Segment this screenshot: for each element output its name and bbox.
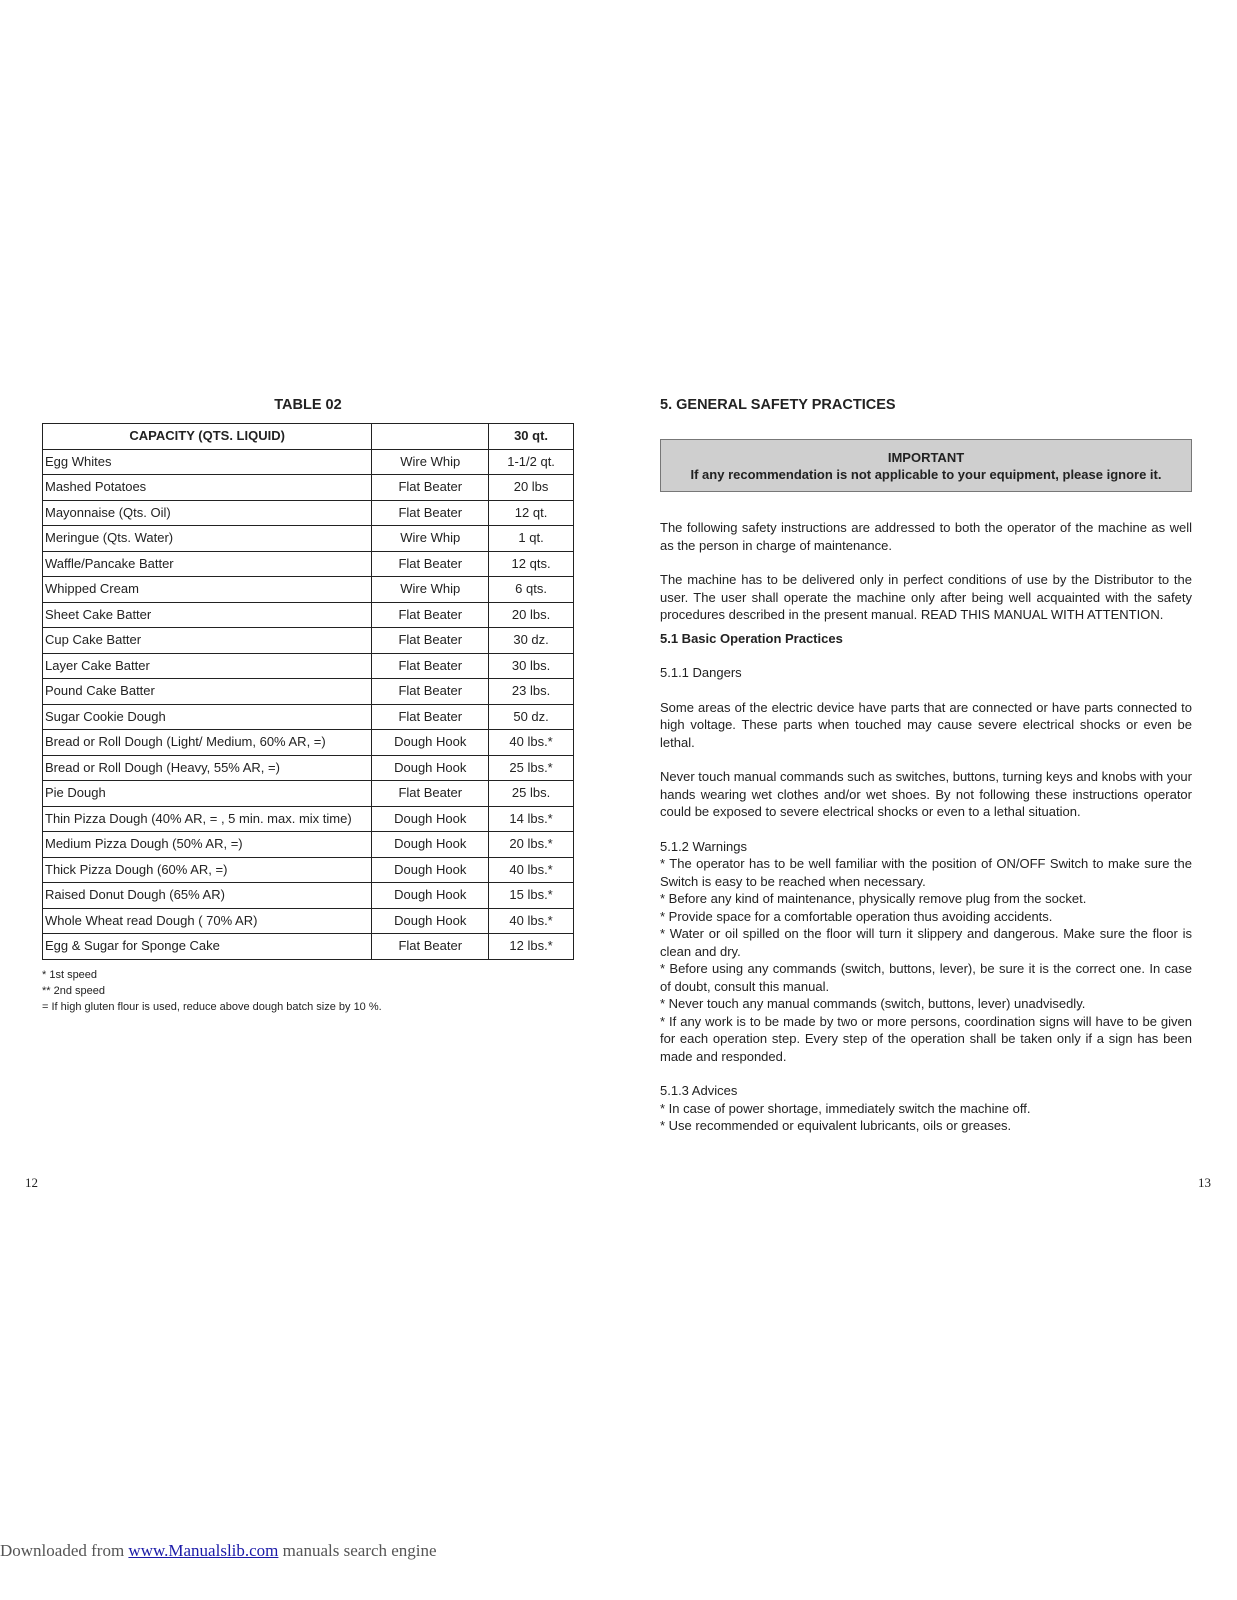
warning-item: * The operator has to be well familiar with the position of ON/OFF Switch to make sure the Switch is easy to be reached when necessary. — [660, 856, 1192, 889]
row-attachment: Flat Beater — [372, 679, 489, 705]
warning-item: * Never touch any manual commands (switch, buttons, lever) unadvisedly. — [660, 996, 1086, 1011]
row-size: 30 lbs. — [489, 653, 574, 679]
row-attachment: Wire Whip — [372, 449, 489, 475]
note-gluten: = If high gluten flour is used, reduce above dough batch size by 10 %. — [42, 1000, 382, 1013]
table-row — [43, 679, 574, 705]
manualslib-link[interactable]: www.Manualslib.com — [128, 1541, 279, 1560]
row-size: 20 lbs. — [489, 602, 574, 628]
table-row — [43, 908, 574, 934]
row-item: Egg & Sugar for Sponge Cake — [43, 934, 372, 960]
row-item: Cup Cake Batter — [43, 628, 372, 654]
row-size: 25 lbs.* — [489, 755, 574, 781]
table-row — [43, 449, 574, 475]
table-notes — [42, 967, 574, 1015]
row-size: 50 dz. — [489, 704, 574, 730]
advice-item: * In case of power shortage, immediately switch the machine off. — [660, 1100, 1031, 1116]
right-page — [660, 395, 1192, 1135]
row-attachment: Flat Beater — [372, 500, 489, 526]
row-item: Medium Pizza Dough (50% AR, =) — [43, 832, 372, 858]
dangers-paragraph-2: Never touch manual commands such as switches, buttons, turning keys and knobs with your hands wearing wet clothes and/or wet shoes. By not following these instructions operator could be exposed to severe electrical shocks or even to a lethal situation. — [660, 769, 1192, 819]
row-size: 20 lbs — [489, 475, 574, 501]
note-2nd-speed: ** 2nd speed — [42, 984, 105, 997]
row-attachment: Wire Whip — [372, 577, 489, 603]
table-row — [43, 653, 574, 679]
warning-item: * Before using any commands (switch, buttons, lever), be sure it is the correct one. In case of doubt, consult this manual. — [660, 961, 1192, 994]
footer-suffix: manuals search engine — [278, 1541, 437, 1560]
row-attachment: Flat Beater — [372, 781, 489, 807]
warnings-heading: 5.1.2 Warnings — [660, 838, 747, 854]
row-size: 40 lbs.* — [489, 857, 574, 883]
table-row — [43, 755, 574, 781]
table-row — [43, 475, 574, 501]
row-size: 30 dz. — [489, 628, 574, 654]
row-item: Layer Cake Batter — [43, 653, 372, 679]
dangers-heading: 5.1.1 Dangers — [660, 665, 742, 680]
basic-operation-heading: 5.1 Basic Operation Practices — [660, 630, 843, 646]
row-size: 12 qts. — [489, 551, 574, 577]
advices-list — [660, 1100, 1192, 1135]
footer-prefix: Downloaded from — [0, 1541, 129, 1560]
header-capacity: CAPACITY (QTS. LIQUID) — [43, 424, 372, 450]
row-item: Thin Pizza Dough (40% AR, = , 5 min. max. mix time) — [43, 806, 372, 832]
table-row — [43, 934, 574, 960]
row-size: 25 lbs. — [489, 781, 574, 807]
table-row — [43, 602, 574, 628]
row-item: Pound Cake Batter — [43, 679, 372, 705]
row-item: Mashed Potatoes — [43, 475, 372, 501]
row-attachment: Flat Beater — [372, 551, 489, 577]
row-item: Raised Donut Dough (65% AR) — [43, 883, 372, 909]
row-attachment: Flat Beater — [372, 628, 489, 654]
table-row — [43, 806, 574, 832]
important-text: If any recommendation is not applicable to your equipment, please ignore it. — [690, 467, 1162, 482]
intro-paragraph-2: The machine has to be delivered only in perfect conditions of use by the Distributor to the user. The user shall operate the machine only after being well acquainted with the safety procedures described in the present manual. READ THIS MANUAL WITH ATTENTION. — [660, 572, 1192, 622]
row-size: 23 lbs. — [489, 679, 574, 705]
table-row — [43, 857, 574, 883]
row-size: 14 lbs.* — [489, 806, 574, 832]
row-attachment: Flat Beater — [372, 475, 489, 501]
capacity-table — [42, 423, 574, 960]
page-number-right: 13 — [1198, 1175, 1211, 1190]
warning-item: * Water or oil spilled on the floor will turn it slippery and dangerous. Make sure the floor is clean and dry. — [660, 926, 1192, 959]
header-attachment — [372, 424, 489, 450]
important-heading: IMPORTANT — [887, 450, 965, 465]
page-number-left: 12 — [25, 1175, 38, 1190]
row-size: 12 lbs.* — [489, 934, 574, 960]
row-attachment: Dough Hook — [372, 908, 489, 934]
row-attachment: Wire Whip — [372, 526, 489, 552]
row-item: Waffle/Pancake Batter — [43, 551, 372, 577]
row-size: 20 lbs.* — [489, 832, 574, 858]
table-row — [43, 730, 574, 756]
section-title: 5. GENERAL SAFETY PRACTICES — [660, 397, 896, 413]
table-row — [43, 577, 574, 603]
row-size: 12 qt. — [489, 500, 574, 526]
warning-item: * Provide space for a comfortable operation thus avoiding accidents. — [660, 908, 1053, 924]
table-row — [43, 781, 574, 807]
row-item: Whipped Cream — [43, 577, 372, 603]
row-size: 40 lbs.* — [489, 908, 574, 934]
row-attachment: Flat Beater — [372, 653, 489, 679]
row-size: 1-1/2 qt. — [489, 449, 574, 475]
row-attachment: Dough Hook — [372, 857, 489, 883]
row-size: 40 lbs.* — [489, 730, 574, 756]
row-size: 1 qt. — [489, 526, 574, 552]
table-row — [43, 832, 574, 858]
dangers-paragraph-1: Some areas of the electric device have parts that are connected or have parts connected to high voltage. These parts when touched may cause severe electrical shocks or even be lethal. — [660, 699, 1192, 750]
row-item: Sugar Cookie Dough — [43, 704, 372, 730]
table-row — [43, 883, 574, 909]
header-size: 30 qt. — [489, 424, 574, 450]
table-row — [43, 628, 574, 654]
advices-heading: 5.1.3 Advices — [660, 1083, 738, 1098]
warning-item: * Before any kind of maintenance, physically remove plug from the socket. — [660, 891, 1087, 906]
row-attachment: Dough Hook — [372, 883, 489, 909]
row-item: Mayonnaise (Qts. Oil) — [43, 500, 372, 526]
row-item: Whole Wheat read Dough ( 70% AR) — [43, 908, 372, 934]
row-item: Sheet Cake Batter — [43, 602, 372, 628]
row-attachment: Dough Hook — [372, 806, 489, 832]
row-size: 15 lbs.* — [489, 883, 574, 909]
table-title: TABLE 02 — [274, 397, 342, 413]
table-row — [43, 500, 574, 526]
row-item: Egg Whites — [43, 449, 372, 475]
row-item: Pie Dough — [43, 781, 372, 807]
row-item: Thick Pizza Dough (60% AR, =) — [43, 857, 372, 883]
download-footer — [0, 1541, 437, 1561]
warning-item: * If any work is to be made by two or more persons, coordination signs will have to be given for each operation step. Every step of the operation shall be taken only if a sign has been made and responded. — [660, 1013, 1192, 1064]
row-size: 6 qts. — [489, 577, 574, 603]
note-1st-speed: * 1st speed — [42, 968, 98, 981]
row-attachment: Flat Beater — [372, 704, 489, 730]
row-attachment: Flat Beater — [372, 934, 489, 960]
row-attachment: Dough Hook — [372, 730, 489, 756]
row-attachment: Dough Hook — [372, 832, 489, 858]
row-item: Bread or Roll Dough (Light/ Medium, 60% AR, =) — [43, 730, 372, 756]
table-header-row — [43, 424, 574, 450]
table-row — [43, 704, 574, 730]
warnings-list — [660, 855, 1192, 1065]
advice-item: * Use recommended or equivalent lubricants, oils or greases. — [660, 1118, 1012, 1133]
intro-paragraph-1: The following safety instructions are addressed to both the operator of the machine as well as the person in charge of maintenance. — [660, 520, 1192, 553]
row-item: Meringue (Qts. Water) — [43, 526, 372, 552]
left-page — [42, 395, 574, 1015]
important-box — [660, 439, 1192, 492]
table-row — [43, 551, 574, 577]
row-attachment: Flat Beater — [372, 602, 489, 628]
table-row — [43, 526, 574, 552]
row-item: Bread or Roll Dough (Heavy, 55% AR, =) — [43, 755, 372, 781]
row-attachment: Dough Hook — [372, 755, 489, 781]
